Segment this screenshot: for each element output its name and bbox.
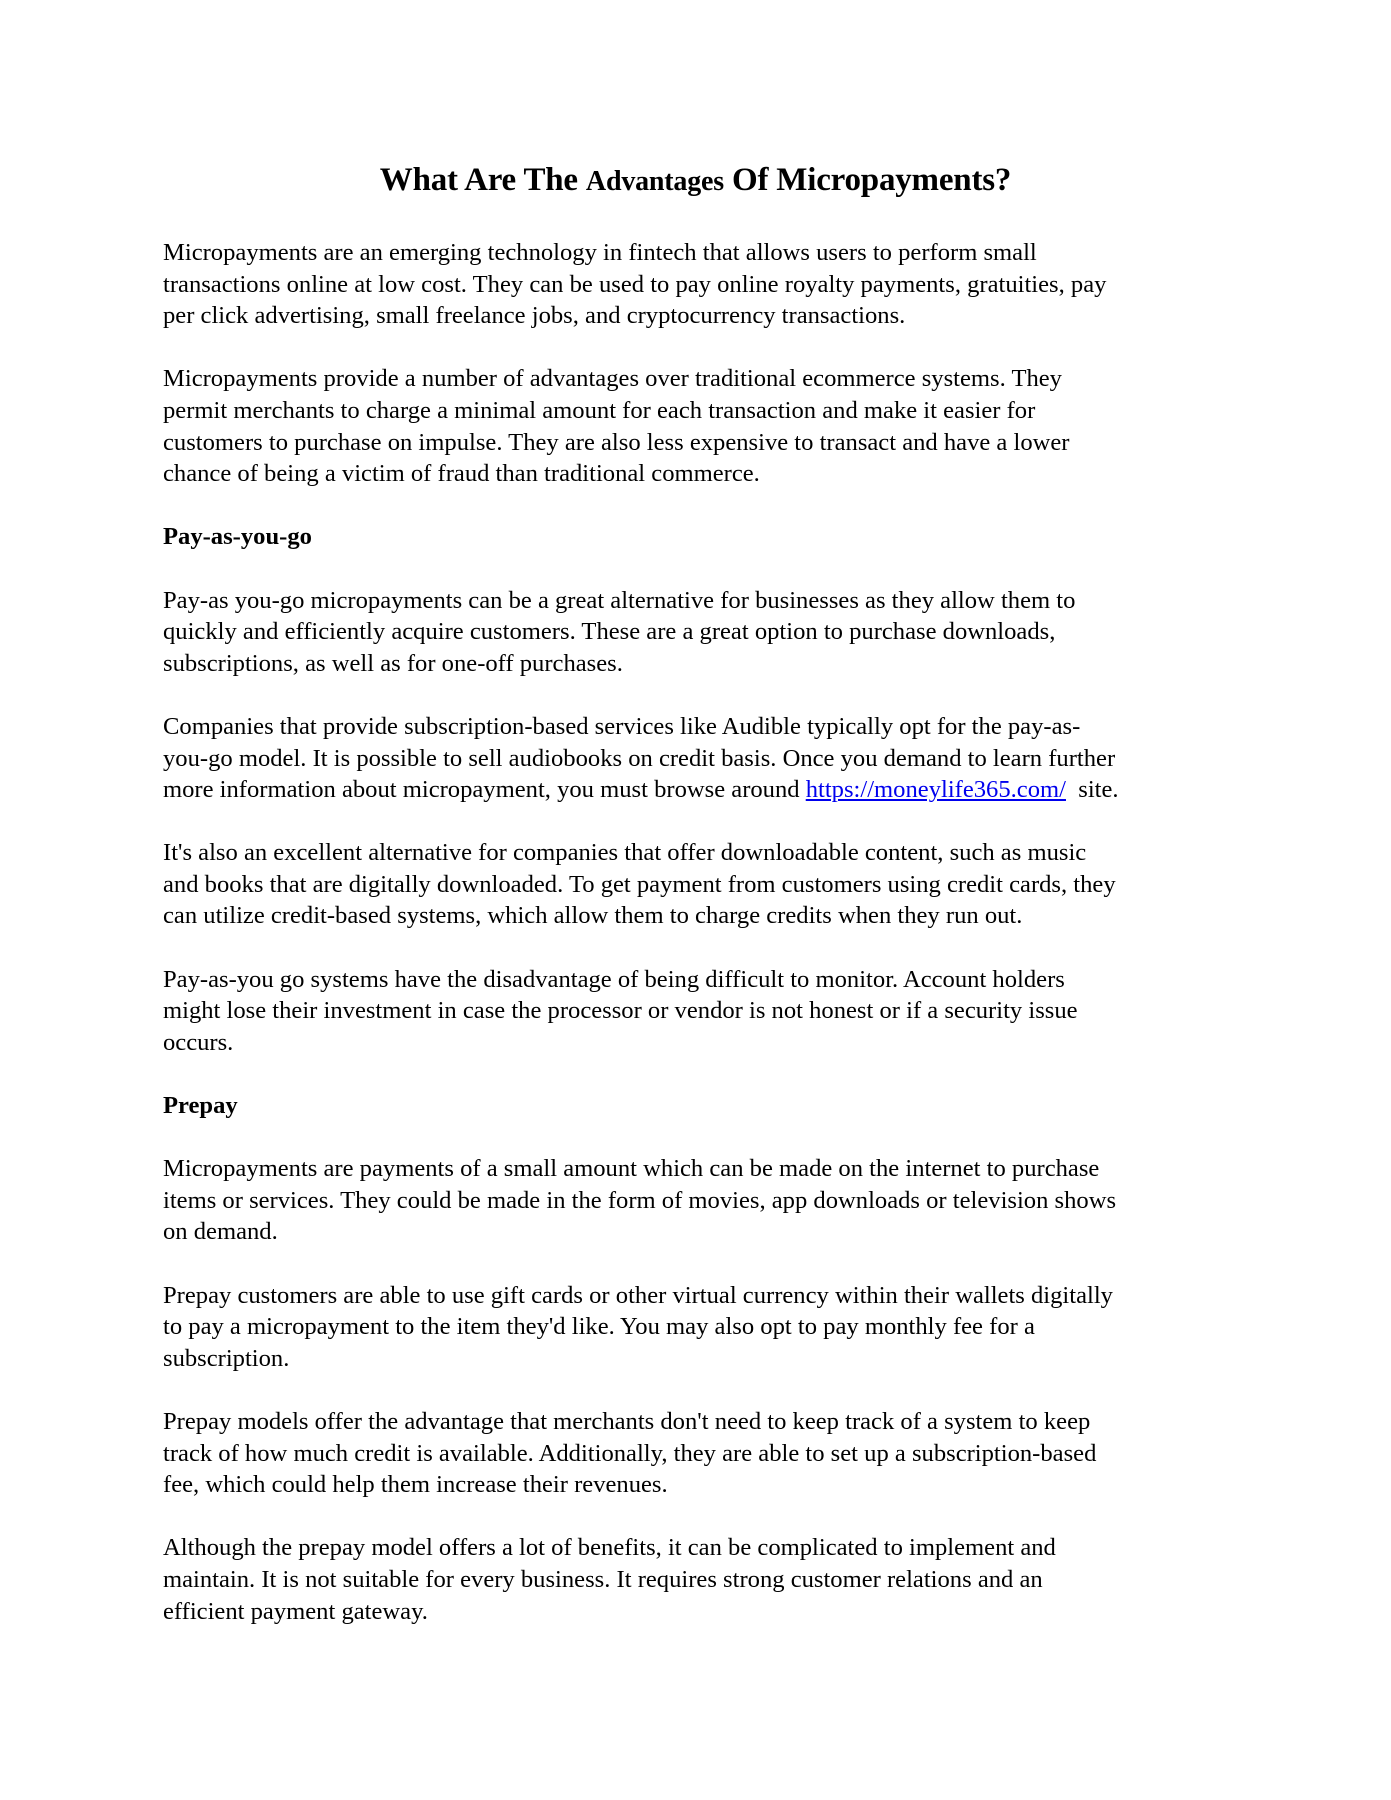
text-line: Micropayments are an emerging technology in fintech that allows users to perform small	[163, 239, 1037, 266]
paragraph	[163, 1280, 1263, 1375]
text-line: maintain. It is not suitable for every business. It requires strong customer relations and an	[163, 1565, 1043, 1593]
text-line: Prepay models offer the advantage that merchants don't need to keep track of a system to keep	[163, 1407, 1091, 1435]
text-line: Prepay customers are able to use gift cards or other virtual currency within their wallets digitally	[163, 1281, 1113, 1309]
paragraph	[163, 964, 1263, 1059]
text-line: Micropayments provide a number of advantages over traditional ecommerce systems. They	[163, 365, 1062, 393]
text-line: might lose their investment in case the processor or vendor is not honest or if a security issue	[163, 997, 1078, 1025]
text-line: you-go model. It is possible to sell audiobooks on credit basis. Once you demand to learn further	[163, 744, 1116, 772]
title-text-small: Advantages	[585, 166, 724, 197]
paragraph	[163, 585, 1263, 680]
paragraph	[163, 1153, 1263, 1248]
section-heading: Pay-as-you-go	[163, 523, 312, 551]
text-line: subscription.	[163, 1344, 290, 1372]
text-line: items or services. They could be made in the form of movies, app downloads or television shows	[163, 1186, 1117, 1214]
text-line: Micropayments are payments of a small amount which can be made on the internet to purchase	[163, 1155, 1100, 1183]
text-line: Although the prepay model offers a lot of benefits, it can be complicated to implement and	[163, 1534, 1056, 1562]
text-line	[163, 774, 1263, 806]
text-line: per click advertising, small freelance jobs, and cryptocurrency transactions.	[163, 302, 906, 330]
title-text: What Are The	[379, 162, 586, 198]
text-line: can utilize credit-based systems, which allow them to charge credits when they run out.	[163, 902, 1023, 930]
page-title	[0, 162, 1391, 199]
text-line: customers to purchase on impulse. They are also less expensive to transact and have a lower	[163, 428, 1070, 456]
text: site.	[1065, 776, 1119, 804]
text-line: to pay a micropayment to the item they'd like. You may also opt to pay monthly fee for a	[163, 1313, 1035, 1341]
text-line: fee, which could help them increase their revenues.	[163, 1471, 668, 1499]
document-body	[163, 237, 1263, 1659]
text-line: subscriptions, as well as for one-off purchases.	[163, 649, 623, 677]
text-line: transactions online at low cost. They can be used to pay online royalty payments, gratuities, pay	[163, 270, 1107, 298]
paragraph	[163, 1406, 1263, 1501]
text-line: Pay-as-you go systems have the disadvantage of being difficult to monitor. Account holders	[163, 965, 1065, 993]
paragraph	[163, 711, 1263, 806]
text-line: and books that are digitally downloaded. To get payment from customers using credit cards, they	[163, 870, 1116, 898]
paragraph	[163, 837, 1263, 932]
text-line: efficient payment gateway.	[163, 1597, 428, 1625]
text-line: Pay-as you-go micropayments can be a great alternative for businesses as they allow them to	[163, 586, 1076, 614]
text-line: It's also an excellent alternative for companies that offer downloadable content, such as music	[163, 839, 1087, 867]
text-line: quickly and efficiently acquire customers. These are a great option to purchase downloads,	[163, 618, 1056, 646]
paragraph	[163, 237, 1263, 332]
section-heading: Prepay	[163, 1092, 238, 1120]
text-line: occurs.	[163, 1028, 234, 1056]
text-line: Companies that provide subscription-based services like Audible typically opt for the pay-as-	[163, 712, 1081, 740]
moneylife-link[interactable]: https://moneylife365.com/	[805, 776, 1066, 804]
text-line: chance of being a victim of fraud than traditional commerce.	[163, 460, 760, 488]
text-line: on demand.	[163, 1218, 278, 1246]
text-line: permit merchants to charge a minimal amount for each transaction and make it easier for	[163, 396, 1036, 424]
text-line: track of how much credit is available. Additionally, they are able to set up a subscription-based	[163, 1439, 1097, 1467]
paragraph	[163, 363, 1263, 489]
title-text: Of Micropayments?	[723, 162, 1012, 198]
text: more information about micropayment, you must browse around	[163, 776, 806, 804]
paragraph	[163, 1532, 1263, 1627]
